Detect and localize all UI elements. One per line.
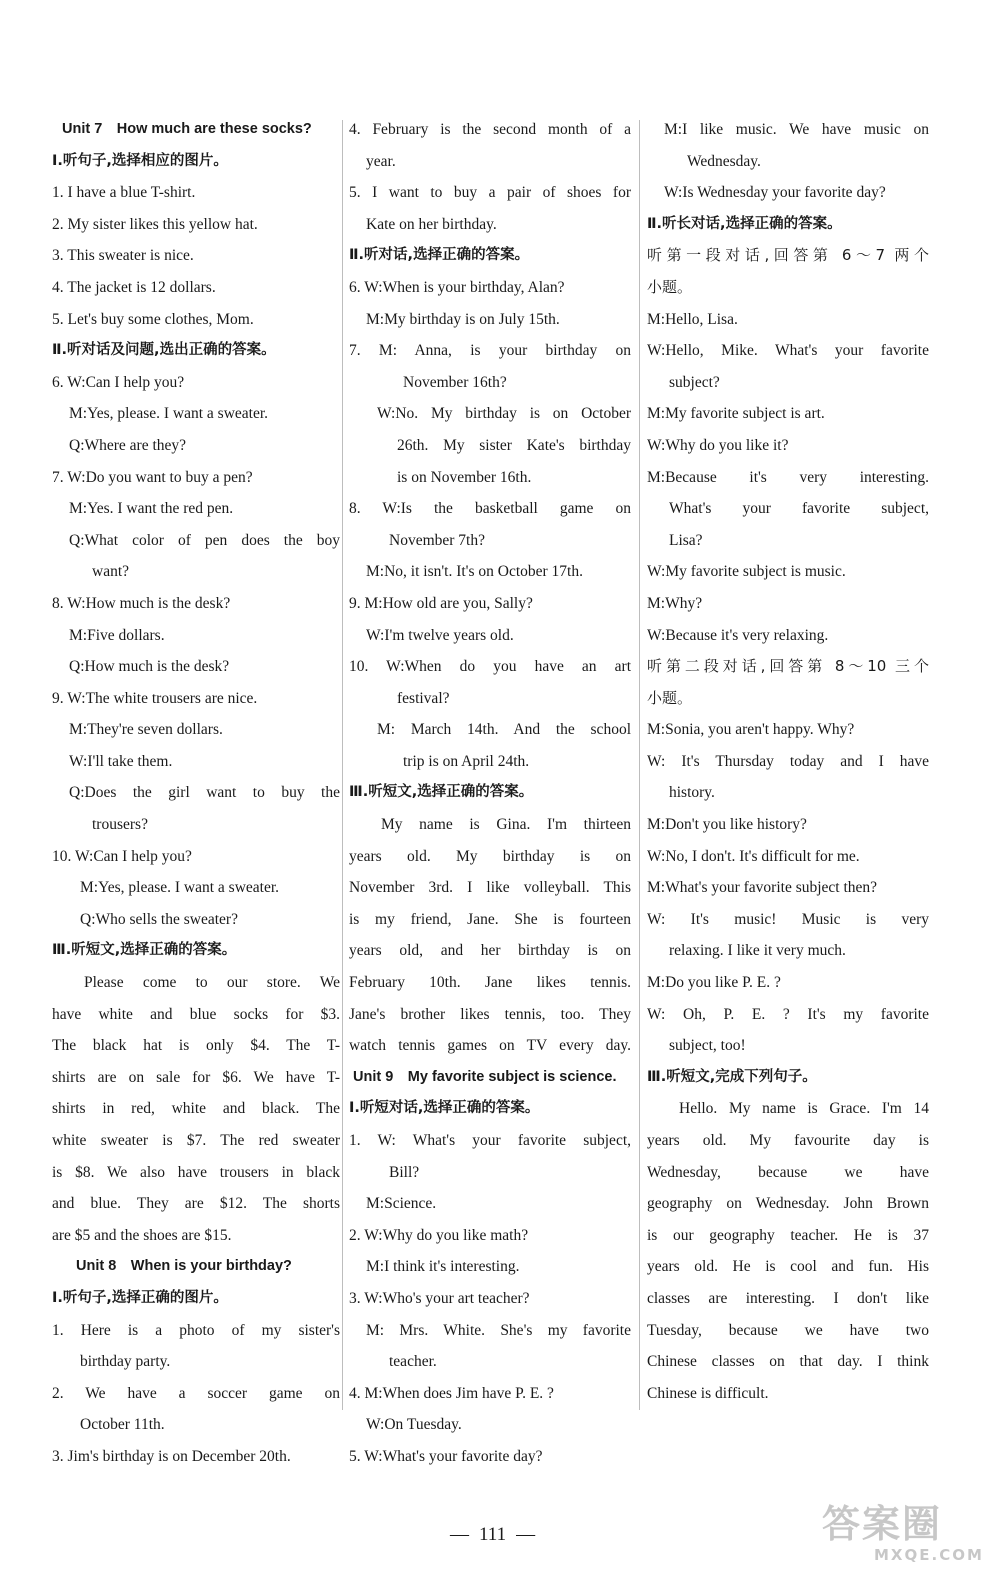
column-2 [349, 114, 631, 1473]
watermark-logo [822, 1504, 992, 1566]
text-line: subject? [669, 373, 720, 391]
section-heading: Ⅲ.听短文,完成下列句子。 [647, 1068, 817, 1085]
text-line: want? [92, 563, 130, 581]
paragraph-line: Chinese is difficult. [647, 1384, 769, 1402]
paragraph-line: November 3rd. I like volleyball. This [349, 879, 631, 897]
unit-heading: Unit 8 When is your birthday? [76, 1258, 292, 1275]
paragraph-line: are $5 and the shoes are $15. [52, 1226, 232, 1244]
paragraph-line: shirts in red, white and black. The [52, 1100, 340, 1118]
paragraph-line: is $8. We also have trousers in black [52, 1163, 340, 1181]
text-line: 4. February is the second month of a [349, 121, 631, 138]
text-line: M:Why? [647, 594, 703, 612]
paragraph-line: years old. My birthday is on [349, 847, 631, 865]
column-3 [647, 114, 929, 1409]
paragraph-line: have white and blue socks for $3. [52, 1005, 340, 1023]
paragraph-line: years old. He is cool and fun. His [647, 1258, 929, 1276]
text-line: is on November 16th. [397, 468, 532, 486]
text-line: W:Because it's very relaxing. [647, 626, 829, 644]
text-line: Q:Where are they? [69, 436, 187, 454]
text-line: M:No, it isn't. It's on October 17th. [366, 563, 583, 581]
page-number [440, 1524, 545, 1546]
text-line: M:Sonia, you aren't happy. Why? [647, 721, 855, 739]
text-line: Lisa? [669, 531, 703, 549]
text-line: 小题。 [647, 688, 693, 707]
paragraph-line: shirts are on sale for $6. We have T- [52, 1068, 340, 1086]
text-line: trousers? [92, 816, 148, 834]
text-line: 1. W: What's your favorite subject, [349, 1132, 631, 1149]
text-line: M:What's your favorite subject then? [647, 879, 878, 897]
text-line: M:My favorite subject is art. [647, 405, 825, 423]
text-line: W:No, I don't. It's difficult for me. [647, 847, 860, 865]
paragraph-line: February 10th. Jane likes tennis. [349, 974, 631, 992]
text-line: W: It's music! Music is very [647, 910, 929, 928]
text-line: 7. M: Anna, is your birthday on [349, 342, 631, 360]
text-line: M:My birthday is on July 15th. [366, 310, 560, 328]
text-line: M:They're seven dollars. [69, 721, 223, 739]
text-line: Kate on her birthday. [366, 215, 497, 233]
column-divider [639, 120, 640, 1410]
text-line: 6. W:When is your birthday, Alan? [349, 278, 565, 296]
text-line: Q:What color of pen does the boy [69, 531, 340, 549]
text-line: Q:Who sells the sweater? [80, 910, 238, 928]
text-line: 8. W:How much is the desk? [52, 594, 231, 612]
page-dash-left: — [450, 1524, 469, 1545]
text-line: 1. Here is a photo of my sister's [52, 1321, 340, 1339]
text-line: W:On Tuesday. [366, 1416, 462, 1434]
paragraph-line: Please come to our store. We [84, 974, 340, 992]
text-line: Q:Does the girl want to buy the [69, 784, 340, 802]
text-line: November 7th? [389, 531, 485, 549]
text-line: 1. I have a blue T-shirt. [52, 184, 196, 202]
text-line: 9. W:The white trousers are nice. [52, 689, 258, 707]
text-line: 6. W:Can I help you? [52, 373, 185, 391]
text-line: 3. W:Who's your art teacher? [349, 1289, 530, 1307]
text-line: November 16th? [403, 373, 507, 391]
watermark-url: MXQE.COM [874, 1546, 984, 1564]
paragraph-line: watch tennis games on TV every day. [349, 1037, 631, 1055]
text-line: 26th. My sister Kate's birthday [397, 436, 631, 454]
section-heading: Ⅱ.听对话及问题,选出正确的答案。 [52, 342, 276, 359]
paragraph-line: white sweater is $7. The red sweater [52, 1132, 340, 1149]
text-line: trip is on April 24th. [403, 752, 530, 770]
text-line: subject, too! [669, 1037, 746, 1055]
column-divider [342, 120, 343, 1410]
text-line: W:Why do you like it? [647, 436, 789, 454]
paragraph-line: is our geography teacher. He is 37 [647, 1226, 929, 1244]
text-line: 10. W:Can I help you? [52, 847, 192, 865]
text-line: M:Science. [366, 1195, 437, 1213]
text-line: M: Mrs. White. She's my favorite [366, 1321, 631, 1339]
text-line: Bill? [389, 1163, 420, 1181]
section-heading: Ⅲ.听短文,选择正确的答案。 [349, 784, 534, 801]
text-line: W:I'm twelve years old. [366, 626, 514, 644]
text-line: festival? [397, 689, 450, 707]
paragraph-line: Jane's brother likes tennis, too. They [349, 1005, 631, 1023]
section-heading: Ⅰ.听句子,选择相应的图片。 [52, 152, 228, 169]
text-line: history. [669, 784, 715, 802]
section-heading: Ⅲ.听短文,选择正确的答案。 [52, 942, 237, 959]
text-line: What's your favorite subject, [669, 500, 929, 518]
section-heading: Ⅱ.听对话,选择正确的答案。 [349, 247, 530, 264]
text-line: 5. I want to buy a pair of shoes for [349, 184, 631, 202]
text-line: 10. W:When do you have an art [349, 658, 631, 676]
unit-heading: Unit 9 My favorite subject is science. [353, 1068, 617, 1085]
text-line: W: Oh, P. E. ? It's my favorite [647, 1005, 929, 1023]
text-line: 2. W:Why do you like math? [349, 1226, 529, 1244]
section-heading: Ⅰ.听短对话,选择正确的答案。 [349, 1100, 540, 1117]
page-number-value: 111 [479, 1524, 507, 1545]
text-line: 小题。 [647, 277, 693, 296]
text-line: birthday party. [80, 1353, 171, 1371]
text-line: W:No. My birthday is on October [377, 405, 631, 423]
text-line: M:I like music. We have music on [664, 121, 929, 138]
paragraph-line: Chinese classes on that day. I think [647, 1353, 929, 1371]
text-line: 7. W:Do you want to buy a pen? [52, 468, 253, 486]
text-line: M:I think it's interesting. [366, 1258, 520, 1276]
text-line: Q:How much is the desk? [69, 658, 230, 676]
paragraph-line: The black hat is only $4. The T- [52, 1037, 340, 1055]
text-line: M:Do you like P. E. ? [647, 974, 781, 992]
paragraph-line: classes are interesting. I don't like [647, 1289, 929, 1307]
text-line: teacher. [389, 1353, 437, 1371]
text-line: W:Is Wednesday your favorite day? [664, 184, 886, 202]
paragraph-line: and blue. They are $12. The shorts [52, 1195, 340, 1213]
text-line: M:Don't you like history? [647, 816, 807, 834]
text-line: 听第一段对话,回答第 6～7 两个 [647, 246, 929, 265]
paragraph-line: My name is Gina. I'm thirteen [381, 816, 631, 834]
paragraph-line: Hello. My name is Grace. I'm 14 [679, 1100, 929, 1118]
text-line: 5. W:What's your favorite day? [349, 1447, 543, 1465]
paragraph-line: Wednesday, because we have [647, 1163, 929, 1181]
text-line: 2. We have a soccer game on [52, 1384, 340, 1402]
section-heading: Ⅱ.听长对话,选择正确的答案。 [647, 215, 842, 232]
text-line: M:Five dollars. [69, 626, 165, 644]
watermark-logo-text: 答案圈 [822, 1502, 943, 1546]
column-1 [52, 114, 340, 1473]
text-line: W:My favorite subject is music. [647, 563, 846, 581]
text-line: 4. M:When does Jim have P. E. ? [349, 1384, 554, 1402]
text-line: M:Yes. I want the red pen. [69, 500, 234, 518]
text-line: year. [366, 152, 396, 170]
text-line: M: March 14th. And the school [377, 721, 631, 739]
text-line: M:Yes, please. I want a sweater. [69, 405, 269, 423]
text-line: 8. W:Is the basketball game on [349, 500, 631, 518]
text-line: M:Yes, please. I want a sweater. [80, 879, 280, 897]
paragraph-line: years old. My favourite day is [647, 1132, 929, 1149]
text-line: October 11th. [80, 1416, 165, 1434]
paragraph-line: is my friend, Jane. She is fourteen [349, 910, 631, 928]
text-line: M:Hello, Lisa. [647, 310, 738, 328]
text-line: W:I'll take them. [69, 752, 173, 770]
paragraph-line: geography on Wednesday. John Brown [647, 1195, 929, 1213]
page-dash-right: — [516, 1524, 536, 1545]
text-line: W:Hello, Mike. What's your favorite [647, 342, 929, 360]
text-line: Wednesday. [687, 152, 761, 170]
paragraph-line: years old, and her birthday is on [349, 942, 631, 960]
text-line: relaxing. I like it very much. [669, 942, 846, 960]
text-line: 听第二段对话,回答第 8～10 三个 [647, 657, 929, 676]
text-line: 9. M:How old are you, Sally? [349, 594, 533, 612]
text-line: W: It's Thursday today and I have [647, 752, 929, 770]
text-line: 4. The jacket is 12 dollars. [52, 278, 216, 296]
text-line: 3. Jim's birthday is on December 20th. [52, 1447, 291, 1465]
section-heading: Ⅰ.听句子,选择正确的图片。 [52, 1289, 228, 1306]
text-line: M:Because it's very interesting. [647, 468, 929, 486]
text-line: 5. Let's buy some clothes, Mom. [52, 310, 254, 328]
paragraph-line: Tuesday, because we have two [647, 1321, 929, 1339]
text-line: 3. This sweater is nice. [52, 247, 194, 265]
text-line: 2. My sister likes this yellow hat. [52, 215, 258, 233]
unit-heading: Unit 7 How much are these socks? [62, 121, 312, 137]
